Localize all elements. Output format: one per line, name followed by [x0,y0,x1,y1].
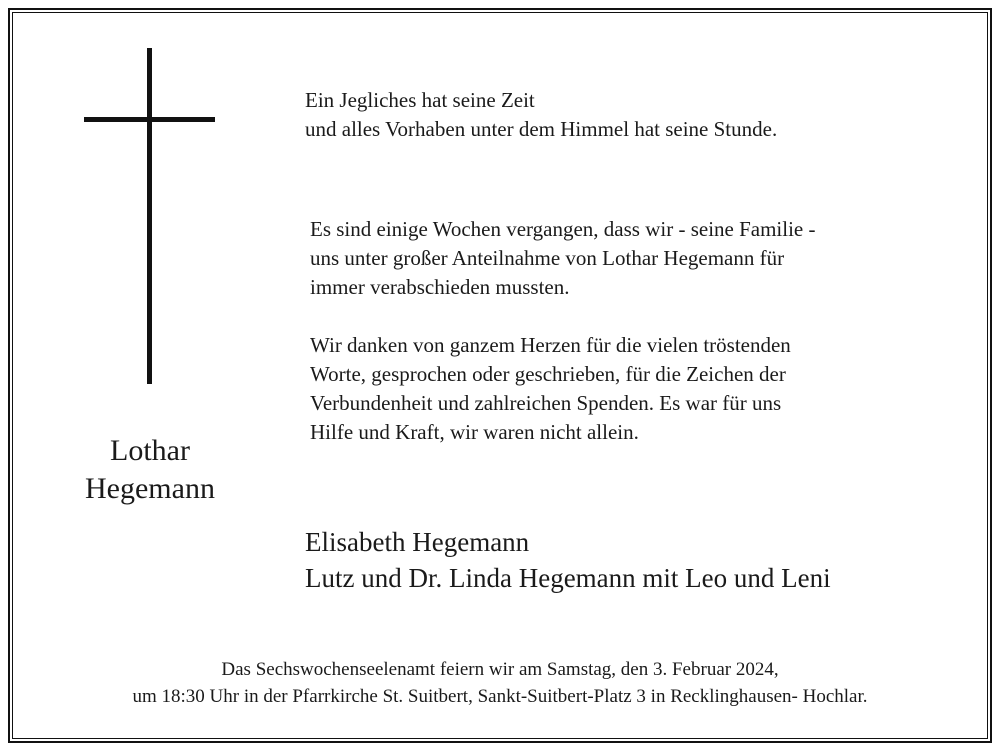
message-line: Verbundenheit und zahlreichen Spenden. Es war für uns [310,391,782,415]
motto-line: Ein Jegliches hat seine Zeit [305,88,535,112]
motto-verse [305,86,777,144]
message-line: Hilfe und Kraft, wir waren nicht allein. [310,420,639,444]
cross-horizontal-bar [84,117,215,122]
signer-name: Elisabeth Hegemann [305,527,530,557]
deceased-last-name: Hegemann [85,472,215,505]
motto-line: und alles Vorhaben unter dem Himmel hat seine Stunde. [305,117,778,141]
message-paragraph-1 [310,215,816,302]
service-notice [20,656,980,710]
service-line: um 18:30 Uhr in der Pfarrkirche St. Suitbert, Sankt-Suitbert-Platz 3 in Recklinghausen- Hochlar. [132,686,868,707]
cross-vertical-bar [147,48,152,384]
message-line: immer verabschieden mussten. [310,275,570,299]
service-line: Das Sechswochenseelenamt feiern wir am Samstag, den 3. Februar 2024, [221,659,779,680]
message-line: uns unter großer Anteilnahme von Lothar Hegemann für [310,246,785,270]
deceased-first-name: Lothar [110,434,190,467]
signer-name: Lutz und Dr. Linda Hegemann mit Leo und Leni [305,563,831,593]
message-line: Es sind einige Wochen vergangen, dass wir - seine Familie - [310,217,816,241]
deceased-name [40,432,260,508]
message-line: Worte, gesprochen oder geschrieben, für die Zeichen der [310,362,786,386]
family-signatures [305,524,831,596]
thank-you-message [310,215,816,447]
message-paragraph-2 [310,331,816,447]
message-line: Wir danken von ganzem Herzen für die vielen tröstenden [310,333,791,357]
